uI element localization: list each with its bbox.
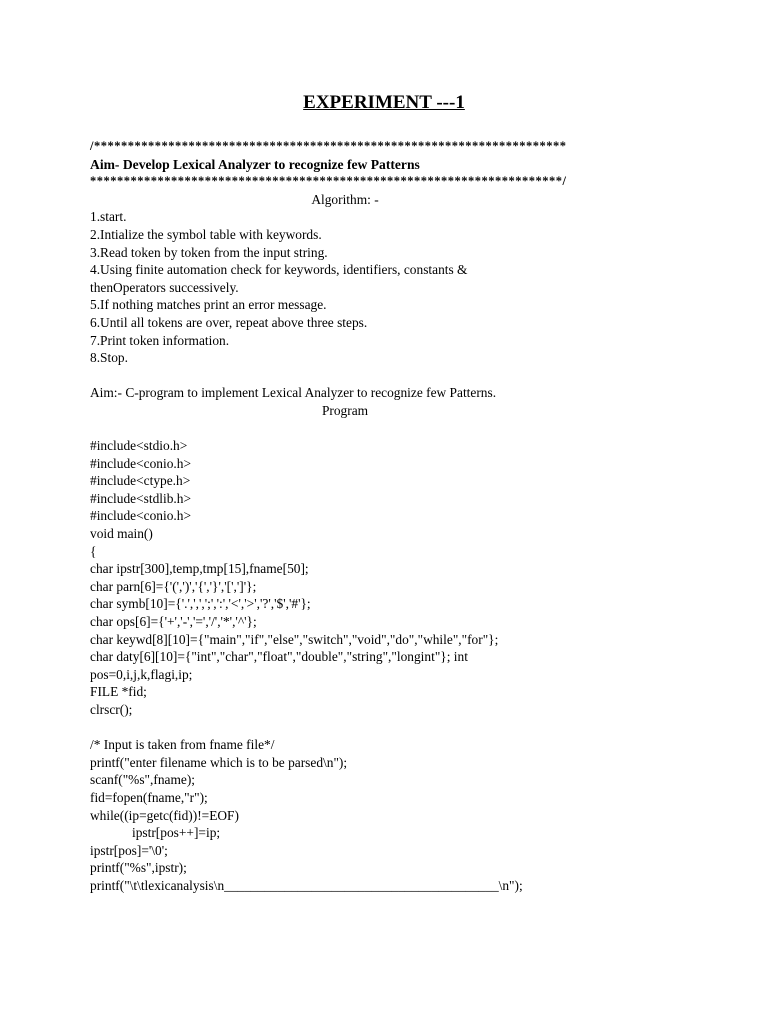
aim-heading: Aim- Develop Lexical Analyzer to recognize few Patterns [90, 156, 420, 172]
algorithm-step: 2.Intialize the symbol table with keywords. [90, 226, 322, 242]
code-line: char daty[6][10]={"int","char","float","double","string","longint"}; int [90, 649, 468, 665]
code-line: char symb[10]={'.',',',';',':','<','>','?','$','#'}; [90, 596, 311, 612]
code-line: { [90, 543, 97, 559]
document-body [90, 138, 710, 895]
algorithm-heading: Algorithm: - [311, 191, 379, 207]
code-line: printf("enter filename which is to be parsed\n"); [90, 754, 348, 770]
comment-stars-bottom: **********************************************************************/ [90, 174, 567, 189]
comment-stars-top: /********************************************************************** [90, 139, 567, 153]
code-line: clrscr(); [90, 702, 133, 717]
code-line: pos=0,i,j,k,flagi,ip; [90, 666, 193, 682]
code-line: #include<conio.h> [90, 455, 192, 471]
algorithm-step: thenOperators successively. [90, 279, 239, 295]
algorithm-step: 1.start. [90, 209, 127, 225]
code-line: #include<stdio.h> [90, 438, 188, 454]
code-line: /* Input is taken from fname file*/ [90, 737, 275, 753]
page-title: EXPERIMENT ---1 [303, 92, 465, 113]
code-line: FILE *fid; [90, 684, 147, 700]
code-line: ipstr[pos]='\0'; [90, 842, 168, 858]
code-line: ipstr[pos++]=ip; [132, 825, 221, 841]
code-line: printf("%s",ipstr); [90, 860, 187, 876]
algorithm-step: 5.If nothing matches print an error message. [90, 297, 327, 313]
code-line: while((ip=getc(fid))!=EOF) [90, 807, 239, 823]
algorithm-step: 8.Stop. [90, 350, 128, 366]
code-line: char parn[6]={'(',')','{','}','[',']'}; [90, 578, 257, 594]
code-line: char ipstr[300],temp,tmp[15],fname[50]; [90, 561, 309, 577]
code-line: fid=fopen(fname,"r"); [90, 789, 208, 805]
code-line: void main() [90, 526, 153, 542]
program-heading: Program [321, 402, 369, 418]
code-line: printf("\t\tlexicanalysis\n_________________________________________\n"); [90, 877, 523, 893]
code-line: char keywd[8][10]={"main","if","else","switch","void","do","while","for"}; [90, 631, 499, 647]
code-line: #include<conio.h> [90, 508, 192, 524]
algorithm-step: 6.Until all tokens are over, repeat above three steps. [90, 314, 368, 330]
code-line: #include<stdlib.h> [90, 490, 192, 506]
code-line [90, 719, 710, 737]
blank-line [90, 367, 710, 385]
blank-line [90, 420, 710, 438]
algorithm-step: 3.Read token by token from the input string. [90, 244, 328, 260]
code-line: #include<ctype.h> [90, 473, 191, 489]
code-line: char ops[6]={'+','-','=','/','*','^'}; [90, 614, 257, 630]
algorithm-step: 4.Using finite automation check for keywords, identifiers, constants & [90, 262, 468, 278]
program-aim: Aim:- C-program to implement Lexical Analyzer to recognize few Patterns. [90, 385, 497, 401]
algorithm-step: 7.Print token information. [90, 332, 230, 348]
code-line: scanf("%s",fname); [90, 772, 195, 788]
